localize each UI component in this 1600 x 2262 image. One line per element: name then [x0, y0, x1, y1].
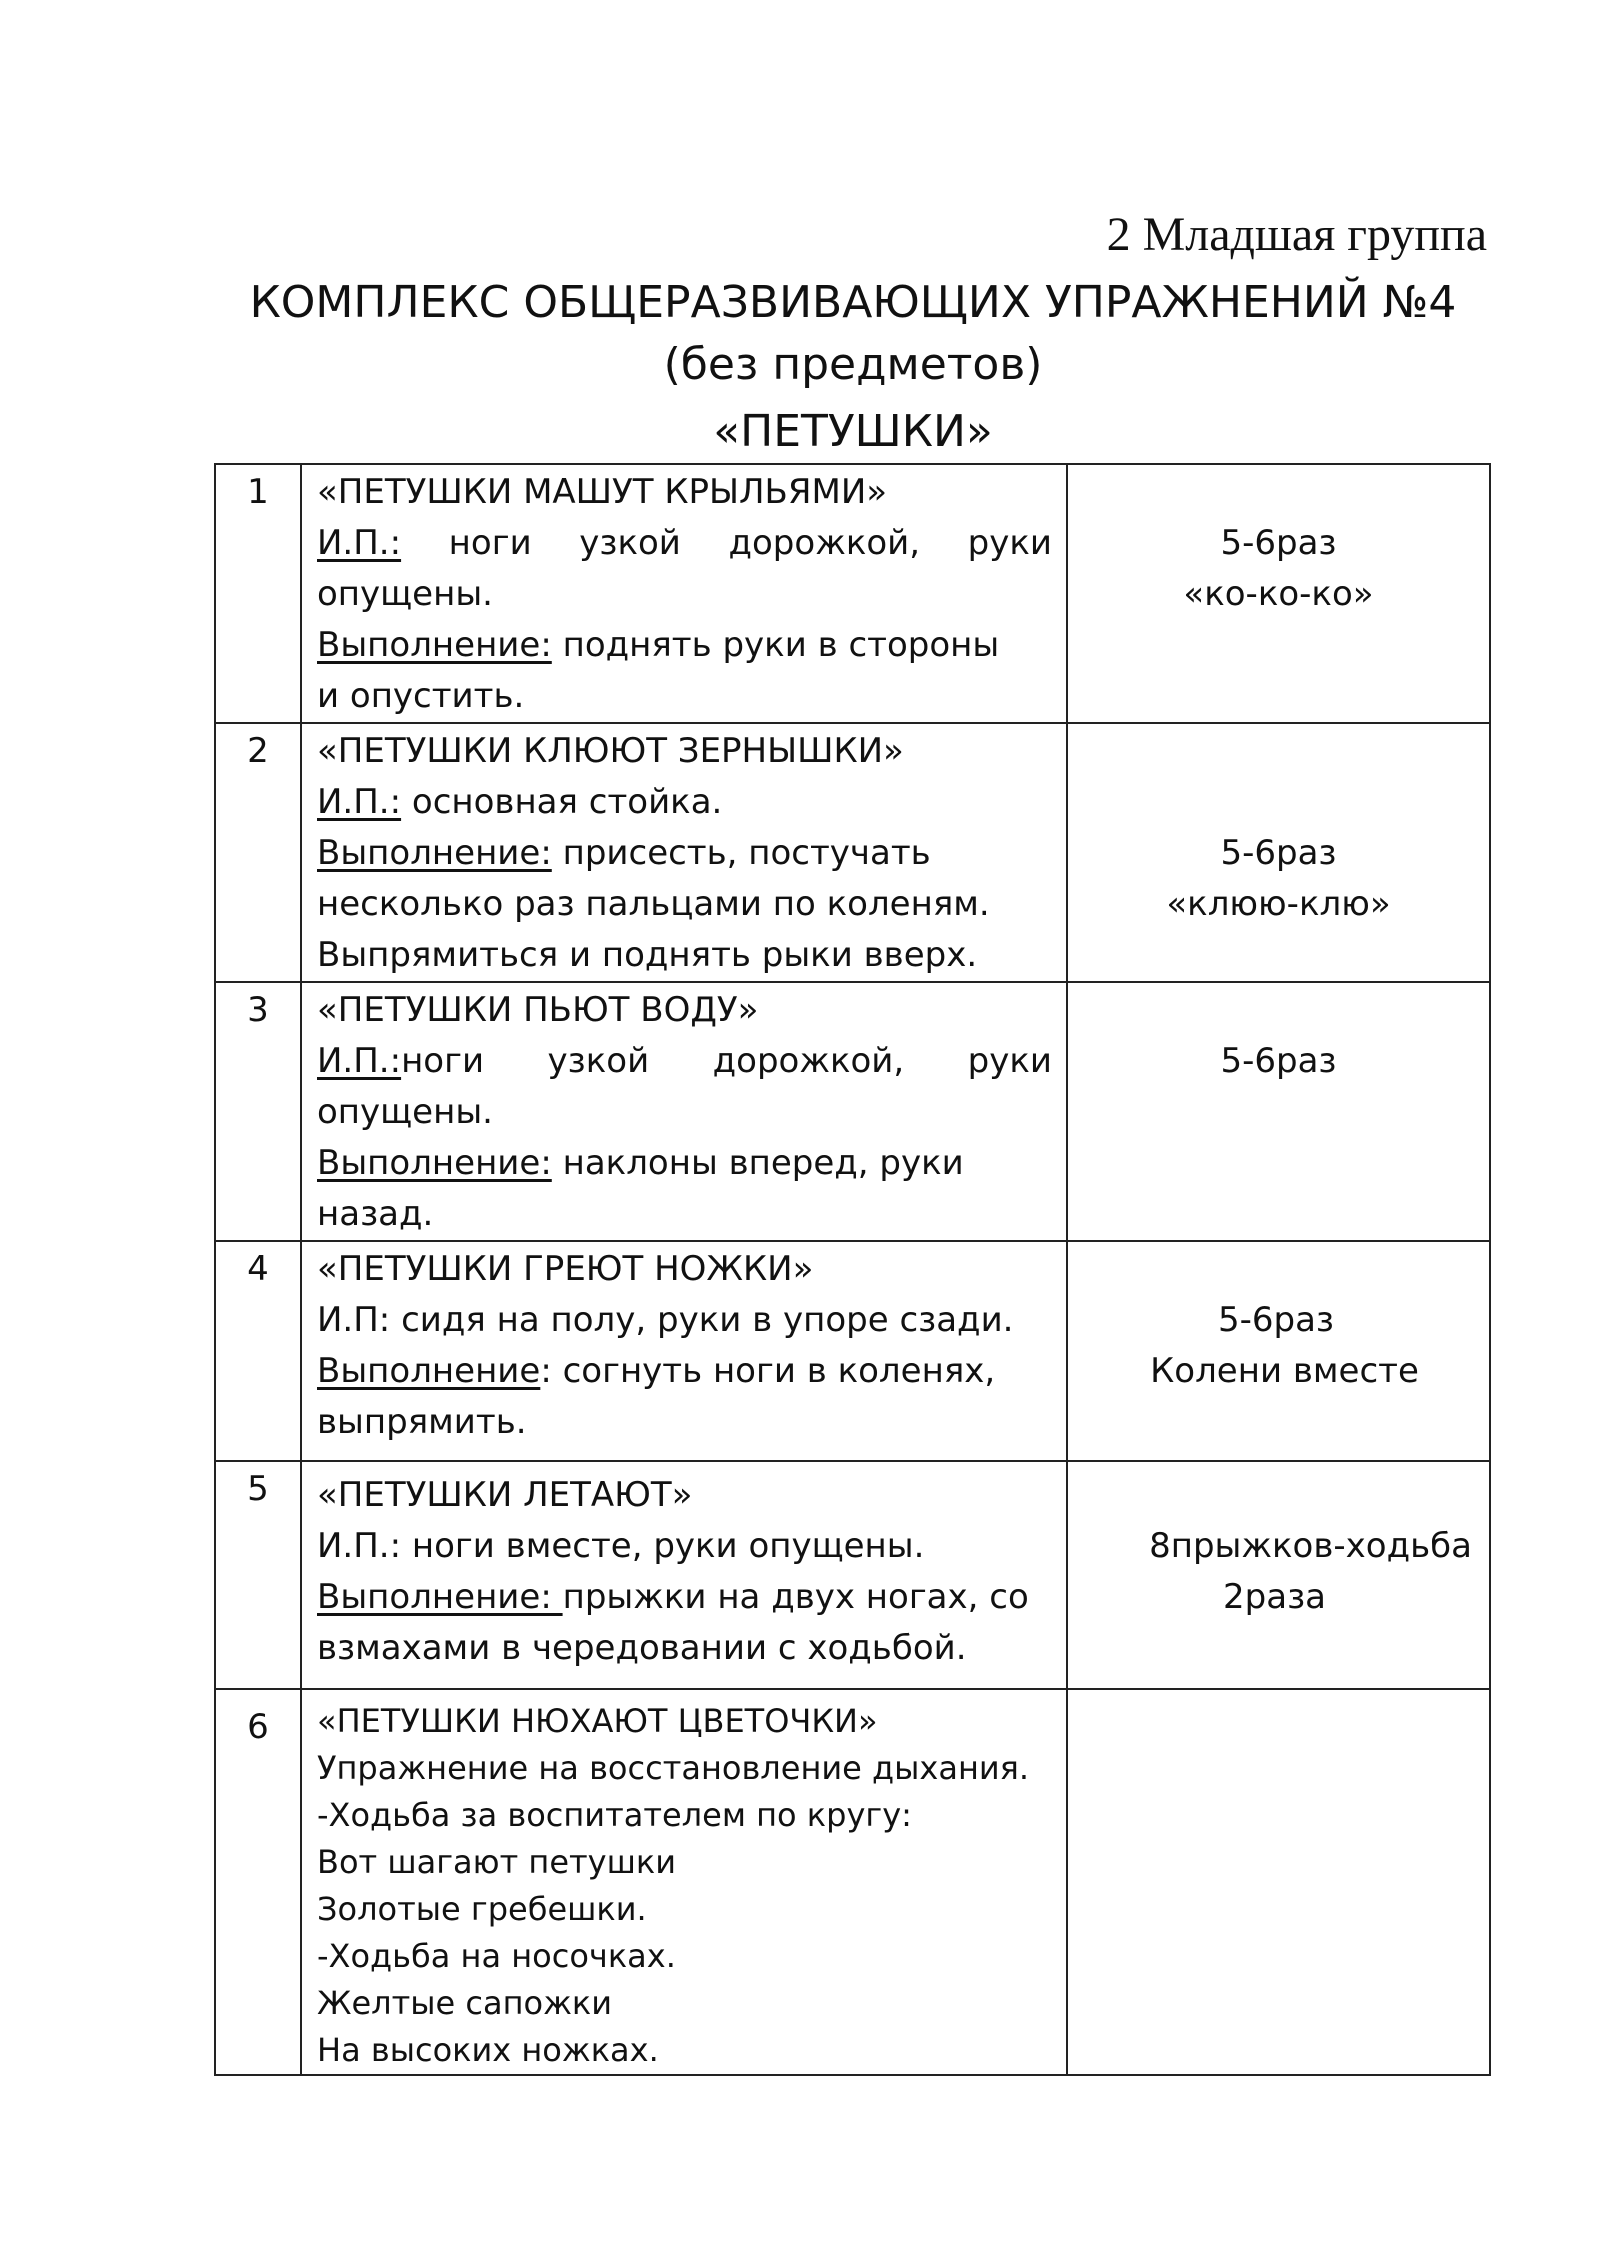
instruction-line: Упражнение на восстановление дыхания. — [317, 1749, 1030, 1787]
group-label: 2 Младшая группа — [1106, 208, 1487, 261]
exercise-amount — [1067, 1689, 1490, 2075]
exercise-amount — [1067, 982, 1490, 1241]
repetitions: 8прыжков-ходьба — [1149, 1526, 1472, 1566]
exercise-title: «ПЕТУШКИ НЮХАЮТ ЦВЕТОЧКИ» — [317, 1702, 878, 1740]
start-position-label: И.П.: — [317, 782, 402, 822]
exercise-description — [301, 982, 1067, 1241]
exercise-number: 3 — [215, 982, 301, 1241]
exercise-number: 5 — [215, 1461, 301, 1689]
exercise-number: 1 — [215, 464, 301, 723]
repetitions: 5-6раз — [1220, 523, 1337, 563]
exercise-amount — [1067, 1461, 1490, 1689]
exercise-description — [301, 1241, 1067, 1461]
rhyme-line: Золотые гребешки. — [317, 1890, 647, 1928]
execution — [317, 828, 1052, 879]
start-position: И.П: сидя на полу, руки в упоре сзади. — [317, 1300, 1014, 1340]
complex-name: «ПЕТУШКИ» — [713, 406, 993, 457]
repetitions: 5-6раз — [1220, 833, 1337, 873]
execution-text: поднять руки в стороны — [551, 625, 1000, 665]
complex-title: КОМПЛЕКС ОБЩЕРАЗВИВАЮЩИХ УПРАЖНЕНИЙ №4 — [249, 277, 1457, 328]
execution-continued: несколько раз пальцами по коленям. — [317, 884, 990, 924]
start-position — [317, 777, 1052, 828]
repetitions: 5-6раз — [1220, 1041, 1337, 1081]
amount-note: 2раза — [1223, 1577, 1326, 1617]
execution-continued: Выпрямиться и поднять рыки вверх. — [317, 935, 978, 975]
exercise-title: «ПЕТУШКИ КЛЮЮТ ЗЕРНЫШКИ» — [317, 731, 904, 771]
exercise-amount — [1067, 723, 1490, 982]
table-row — [215, 982, 1490, 1241]
rhyme-line: На высоких ножках. — [317, 2031, 659, 2069]
complex-subtitle: (без предметов) — [663, 339, 1043, 390]
execution-label: Выполнение: — [317, 625, 552, 665]
execution-label: Выполнение: — [317, 1143, 552, 1183]
amount-note: Колени вместе — [1150, 1351, 1419, 1391]
exercise-amount — [1067, 1241, 1490, 1461]
exercise-description — [301, 464, 1067, 723]
execution-continued: выпрямить. — [317, 1402, 527, 1442]
execution — [317, 620, 1052, 671]
start-position-continued: опущены. — [317, 1092, 493, 1132]
exercise-title: «ПЕТУШКИ ЛЕТАЮТ» — [317, 1475, 693, 1515]
exercise-description — [301, 1461, 1067, 1689]
exercise-title: «ПЕТУШКИ МАШУТ КРЫЛЬЯМИ» — [317, 472, 888, 512]
execution-continued: и опустить. — [317, 676, 525, 716]
table-row — [215, 464, 1490, 723]
start-position-text: ноги узкой дорожкой, руки — [401, 523, 1052, 563]
amount-note: «клюю-клю» — [1166, 884, 1391, 924]
exercise-amount — [1067, 464, 1490, 723]
execution — [317, 1572, 1052, 1623]
instruction-line: -Ходьба на носочках. — [317, 1937, 676, 1975]
start-position-text: ноги узкой дорожкой, руки — [401, 1041, 1052, 1081]
execution-label: Выполнение — [317, 1351, 541, 1391]
exercise-title: «ПЕТУШКИ ПЬЮТ ВОДУ» — [317, 990, 759, 1030]
execution-label: Выполнение: — [317, 833, 552, 873]
start-position — [317, 1036, 1052, 1087]
exercise-table — [214, 463, 1491, 2076]
execution — [317, 1138, 1052, 1189]
start-position — [317, 518, 1052, 569]
exercise-description — [301, 723, 1067, 982]
rhyme-line: Вот шагают петушки — [317, 1843, 676, 1881]
table-row — [215, 1689, 1490, 2075]
execution-text: присесть, постучать — [551, 833, 931, 873]
instruction-line: -Ходьба за воспитателем по кругу: — [317, 1796, 912, 1834]
exercise-number: 2 — [215, 723, 301, 982]
exercise-description — [301, 1689, 1067, 2075]
start-position-label: И.П.: — [317, 523, 402, 563]
exercise-number: 6 — [215, 1689, 301, 2075]
execution-text: наклоны вперед, руки — [551, 1143, 964, 1183]
execution-text: прыжки на двух ногах, со — [562, 1577, 1029, 1617]
execution-continued: взмахами в чередовании с ходьбой. — [317, 1628, 967, 1668]
execution-continued: назад. — [317, 1194, 434, 1234]
execution-text: : согнуть ноги в коленях, — [540, 1351, 996, 1391]
rhyme-line: Желтые сапожки — [317, 1984, 613, 2022]
start-position-continued: опущены. — [317, 574, 493, 614]
amount-note: «ко-ко-ко» — [1183, 574, 1374, 614]
table-row — [215, 723, 1490, 982]
start-position: И.П.: ноги вместе, руки опущены. — [317, 1526, 925, 1566]
exercise-number: 4 — [215, 1241, 301, 1461]
table-row — [215, 1461, 1490, 1689]
execution — [317, 1346, 1052, 1397]
start-position-text: основная стойка. — [401, 782, 723, 822]
repetitions: 5-6раз — [1217, 1300, 1335, 1340]
execution-label: Выполнение: — [317, 1577, 563, 1617]
exercise-title: «ПЕТУШКИ ГРЕЮТ НОЖКИ» — [317, 1249, 814, 1289]
start-position-label: И.П.: — [317, 1041, 402, 1081]
table-row — [215, 1241, 1490, 1461]
